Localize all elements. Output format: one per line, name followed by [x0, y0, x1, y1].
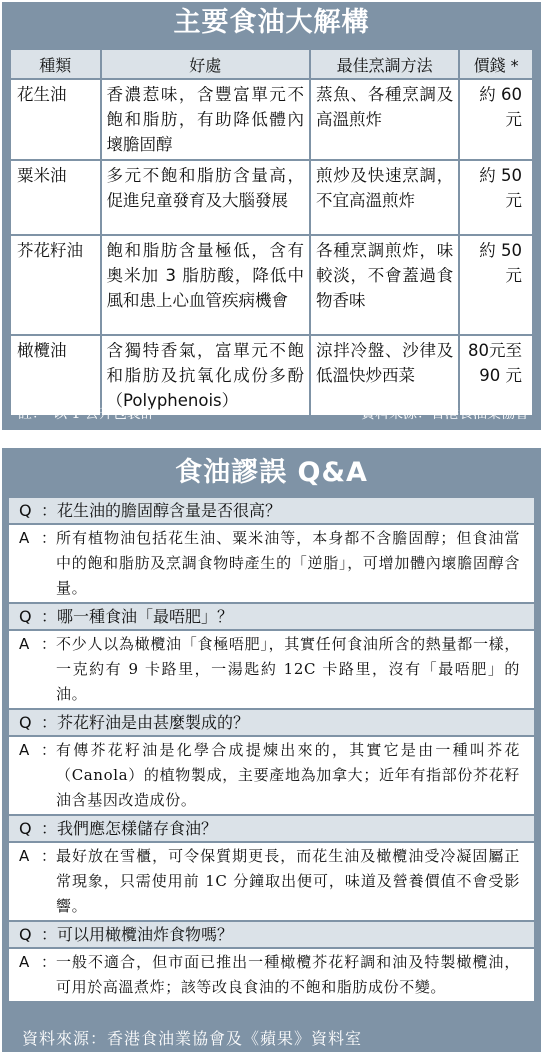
table-row	[10, 235, 533, 335]
q-mark: Q	[19, 713, 32, 732]
question-text: 可以用橄欖油炸食物嗎？	[57, 925, 234, 944]
question-text: 花生油的膽固醇含量是否很高？	[57, 501, 282, 520]
a-colon: ：	[41, 635, 57, 653]
table-row	[10, 160, 533, 235]
header-method: 最佳烹調方法	[310, 49, 459, 79]
oil-benefit: 多元不飽和脂肪含量高，促進兒童發育及大腦發展	[101, 160, 311, 235]
q-mark: Q	[19, 607, 32, 626]
a-mark: A	[19, 847, 30, 865]
a-colon: ：	[41, 847, 57, 865]
oil-name: 橄欖油	[10, 335, 101, 416]
oil-price: 約 60 元	[459, 79, 533, 160]
q-colon: ：	[41, 819, 58, 838]
a-colon: ：	[41, 953, 57, 971]
answer	[9, 525, 534, 604]
qa-panel	[2, 448, 541, 1052]
answer-text: 一般不適合，但市面已推出一種橄欖芥花籽調和油及特製橄欖油，可用於高溫煮炸；該等改良食油的不飽和脂肪成份不變。	[56, 953, 520, 996]
oil-benefit: 香濃惹味，含豐富單元不飽和脂肪，有助降低體內壞膽固醇	[101, 79, 311, 160]
oil-method: 各種烹調煎炸，味較淡，不會蓋過食物香味	[310, 235, 459, 335]
table-header-row	[10, 49, 533, 79]
oil-name: 芥花籽油	[10, 235, 101, 335]
q-mark: Q	[19, 925, 32, 944]
question	[9, 816, 534, 843]
a-mark: A	[19, 741, 30, 759]
oil-method: 煎炒及快速烹調，不宜高溫煎炸	[310, 160, 459, 235]
answer-text: 所有植物油包括花生油、粟米油等，本身都不含膽固醇；但食油當中的飽和脂肪及烹調食物時產生的「逆脂」，可增加體內壞膽固醇含量。	[56, 529, 520, 597]
header-price: 價錢 *	[459, 49, 533, 79]
answer	[9, 737, 534, 816]
qa-source-credit: 資料來源：香港食油業協會及《蘋果》資料室	[22, 1029, 363, 1048]
price-note: 註：*以 1 公升包裝計	[18, 406, 155, 422]
oil-benefit: 含獨特香氣，富單元不飽和脂肪及抗氧化成份多酚（Polyphenois）	[101, 335, 311, 416]
header-type: 種類	[10, 49, 101, 79]
answer-text: 不少人以為橄欖油「食極唔肥」，其實任何食油所含的熱量都一樣，一克約有 9 卡路里，一湯匙約 12C 卡路里，沒有「最唔肥」的油。	[56, 635, 520, 703]
question	[9, 710, 534, 737]
question-text: 芥花籽油是由甚麼製成的？	[57, 713, 250, 732]
oil-price: 80元至 90 元	[459, 335, 533, 416]
qa-list	[9, 498, 534, 1003]
q-colon: ：	[41, 607, 58, 626]
answer	[9, 843, 534, 922]
question-text: 我們應怎樣儲存食油？	[57, 819, 218, 838]
qa-title: 食油謬誤 Q&A	[175, 457, 368, 488]
question	[9, 922, 534, 949]
answer	[9, 949, 534, 1003]
a-mark: A	[19, 953, 30, 971]
answer-text: 有傳芥花籽油是化學合成提煉出來的，其實它是由一種叫芥花（Canola）的植物製成，主要產地為加拿大；近年有指部份芥花籽油含基因改造成份。	[56, 741, 520, 809]
oil-guide-panel	[2, 2, 541, 430]
table-row	[10, 79, 533, 160]
question-text: 哪一種食油「最唔肥」？	[57, 607, 234, 626]
source-credit: 資料來源：香港食油業協會	[361, 406, 529, 422]
q-colon: ：	[41, 501, 58, 520]
answer	[9, 631, 534, 710]
oil-benefit: 飽和脂肪含量極低，含有奧米加 3 脂肪酸，降低中風和患上心血管疾病機會	[101, 235, 311, 335]
question	[9, 498, 534, 525]
oil-price: 約 50 元	[459, 235, 533, 335]
oil-name: 花生油	[10, 79, 101, 160]
oil-price: 約 50 元	[459, 160, 533, 235]
oil-guide-title: 主要食油大解構	[173, 7, 370, 38]
a-mark: A	[19, 529, 30, 547]
header-benefit: 好處	[101, 49, 311, 79]
a-mark: A	[19, 635, 30, 653]
a-colon: ：	[41, 529, 57, 547]
q-mark: Q	[19, 501, 32, 520]
answer-text: 最好放在雪櫃，可令保質期更長，而花生油及橄欖油受冷凝固屬正常現象，只需使用前 1C 分鐘取出便可，味道及營養價值不會受影響。	[56, 847, 520, 915]
oil-table	[9, 48, 534, 417]
oil-method: 蒸魚、各種烹調及高溫煎炸	[310, 79, 459, 160]
oil-guide-footer	[18, 400, 529, 428]
q-colon: ：	[41, 925, 58, 944]
oil-name: 粟米油	[10, 160, 101, 235]
a-colon: ：	[41, 741, 57, 759]
q-mark: Q	[19, 819, 32, 838]
oil-method: 涼拌冷盤、沙律及低溫快炒西菜	[310, 335, 459, 416]
q-colon: ：	[41, 713, 58, 732]
question	[9, 604, 534, 631]
